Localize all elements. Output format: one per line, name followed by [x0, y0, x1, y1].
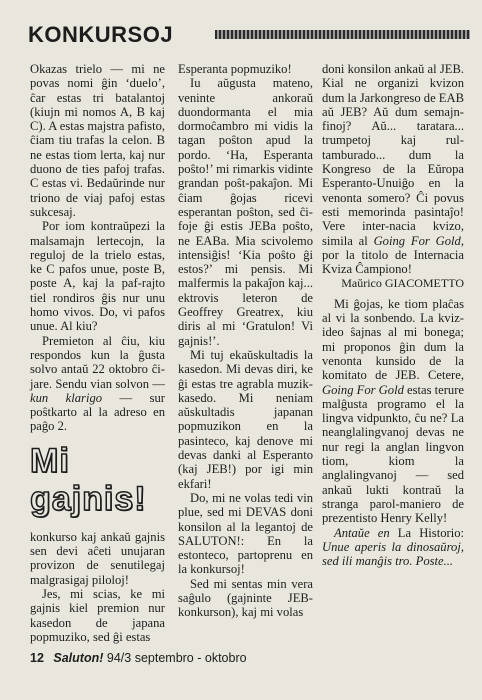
page-number: 12: [30, 651, 44, 665]
section-header: [28, 22, 470, 48]
magazine-name: Saluton!: [53, 651, 104, 665]
paragraph: Antaŭe en La Historio: Unue aperis la dinosaŭroj, sed ili manĝis tro. Poste...: [322, 525, 464, 569]
paragraph: Mi tuj ekaŭskultadis la kasedon. Mi devas diri, ke ĝi estas tre agrabla muzik-kasedo. Mi neniam aŭskultadis japanan popmuzikon en la pasinteco, kaj denove mi devas danki al Esperanto (kaj JEB!) por igi min ekfari!: [178, 347, 313, 491]
paragraph: Jes, mi scias, ke mi gajnis kiel premion nur kasedon de japana popmuziko, sed ĝi estas: [30, 586, 165, 644]
column-2: [178, 62, 313, 620]
paragraph: Okazas trielo — mi ne povas nomi ĝin ‘duelo’, ĉar estas tri batalantoj (kiujn mi nomos A, B kaj C). A estas majstra pafisto, ĉiam tiu trafas la celon. B ne estas tiom lerta, kaj nur duono de ties pafoj trafas. C estas vi. Bedaŭrinde nur triono de viaj pafoj estas sukcesaj.: [30, 62, 166, 219]
decorative-band: [215, 30, 470, 39]
paragraph: Mi ĝojas, ke tiom plaĉas al vi la sonbendo. La kviz-ideo ŝajnas al mi bonega; mi proponos ĝin dum la venonta kunsido de la komitato de JEB. Cetere, Going For Gold estas terure malĝusta programo el la lingva vidpunkto, ĉu ne? La neanglalingvanoj devas ne nur regi la anglan lingvon tiom, kiom la anglalingvanoj — sed ankaŭ lukti kontraŭ la stranga parol-maniero de prezentisto Henry Kelly!: [322, 296, 464, 526]
column-3: [322, 62, 464, 610]
paragraph: Por iom kontraŭpezi la malsamajn lertecojn, la reguloj de la trielo estas, ke C pafos unue, poste B, poste A, kaj la paf-rajto tiel rondiros ĝis nur unu homo vivos. Do, vi pafos unue. Al kiu?: [30, 219, 165, 334]
paragraph: Premieton al ĉiu, kiu respondos kun la ĝusta solvo antaŭ 22 oktobro ĉi-jare. Sendu vian solvon — kun klarigo — sur poŝtkarto al la adreso en paĝo 2.: [30, 333, 165, 434]
issue-number: 94/3: [106, 651, 132, 665]
issue-months: septembro - oktobro: [134, 651, 247, 665]
paragraph: konkurso kaj ankaŭ gajnis sen devi aĉeti unujaran provizon de senutilegaj malgrasigaj piloloj!: [30, 529, 165, 587]
paragraph: Esperanta popmuziko!: [178, 62, 292, 76]
section-title: KONKURSOJ: [28, 22, 174, 47]
paragraph: Do, mi ne volas tedi vin plue, sed mi DEVAS doni konsilon al la legantoj de SALUTON!: En la estonteco, partoprenu en la konkursoj!: [178, 490, 313, 577]
paragraph: doni konsilon ankaŭ al JEB. Kial ne organizi kvizon dum la Jarkongreso de EAB aŭ JEB? Aŭ dum semajn-finoj? Aŭ... taratara... trumpetoj kaj rul-tamburado... dum la Kongreso de la Eŭropa Esperanto-Unuiĝo en la venonta somero? Ĉi povus esti memorinda pasintaĵo! Vere inter-nacia kvizo, simila al Going For Gold, por la titolo de Internacia Kviza Ĉampiono!: [322, 62, 464, 277]
column-1: [30, 62, 166, 644]
article-heading: Mi gajnis!: [30, 441, 147, 518]
author-signature: Maŭrico GIACOMETTO: [341, 276, 464, 291]
paragraph: Sed mi sentas min vera saĝulo (gajninte JEB-konkurson), kaj mi volas: [178, 576, 313, 620]
paragraph: Iu aŭgusta mateno, veninte ankoraŭ duondormanta el mia dormoĉambro mi vidis la tagan poŝton apud la pordo. ‘Ha, Esperanta poŝto!’ mi rimarkis vidinte grandan poŝt-pakaĵon. Mi ĉiam ĝojas ricevi esperantan poŝton, sed ĉi-foje ĝi estis JEBa poŝto, ne EABa. Mia scivolemo intensiĝis! ‘Kia poŝto ĝi estos?’ mi pensis. Mi malfermis la pakaĵon kaj... ektrovis leteron de Geoffrey Greatrex, kiu diris al mi ‘Gratulon! Vi gajnis!’.: [178, 76, 313, 348]
page-footer: [30, 651, 450, 665]
